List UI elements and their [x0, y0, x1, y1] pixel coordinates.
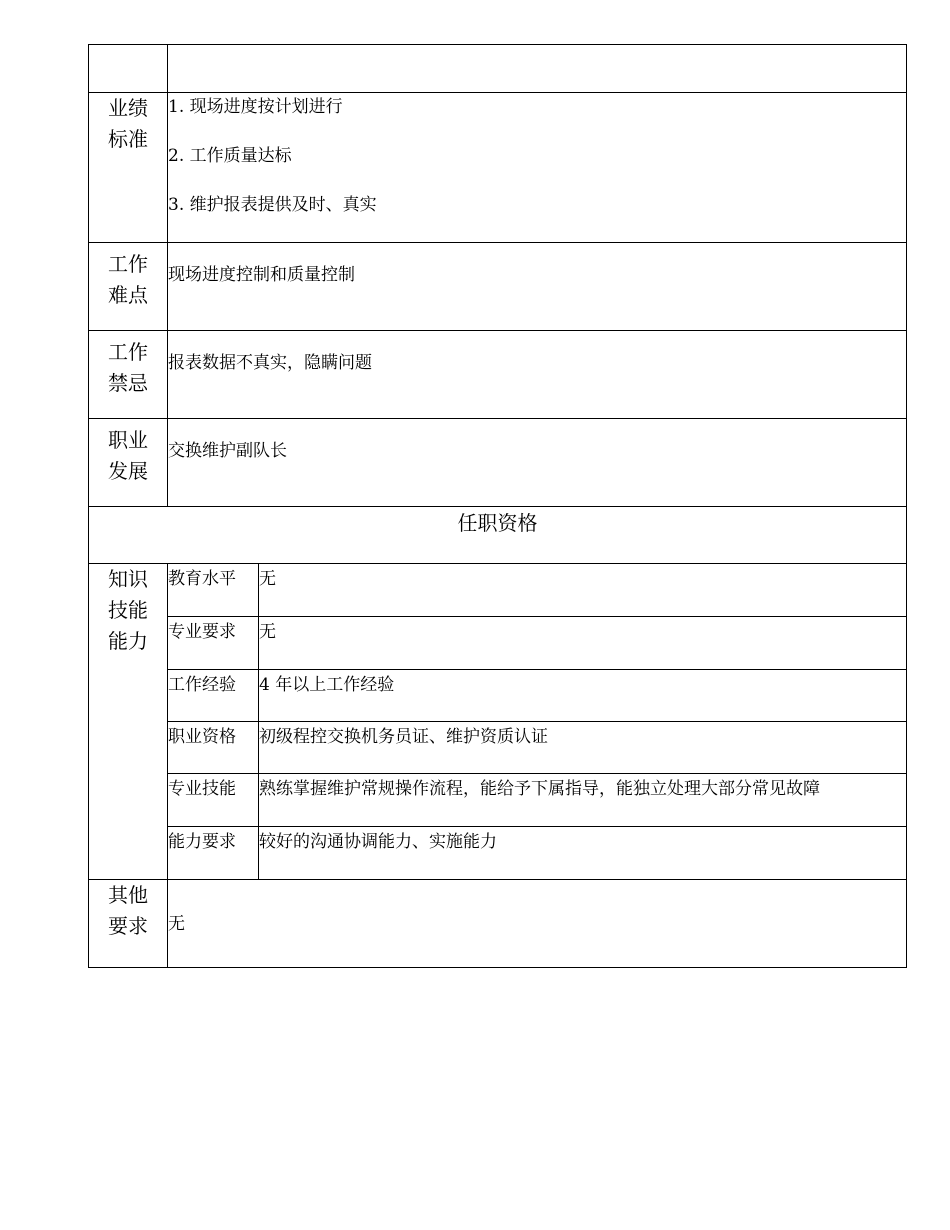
qualification-item-row — [89, 617, 907, 670]
performance-item: 1. 现场进度按计划进行 — [168, 97, 343, 117]
difficulty-label — [89, 243, 168, 331]
group-label-line: 技能 — [108, 598, 148, 622]
blank-content-cell — [168, 45, 907, 93]
qualification-item-label: 专业要求 — [168, 617, 259, 670]
job-description-table — [88, 44, 907, 968]
group-label-line: 能力 — [108, 629, 148, 653]
career-row — [89, 419, 907, 507]
performance-row — [89, 93, 907, 243]
blank-label-cell — [89, 45, 168, 93]
qualification-item-value: 初级程控交换机务员证、维护资质认证 — [259, 722, 907, 774]
taboo-label — [89, 331, 168, 419]
qualification-item-row — [89, 722, 907, 774]
career-text: 交换维护副队长 — [168, 441, 287, 461]
qualification-item-value: 熟练掌握维护常规操作流程，能给予下属指导，能独立处理大部分常见故障 — [259, 774, 907, 827]
difficulty-label-line1: 工作 — [108, 252, 148, 276]
career-label-line1: 职业 — [108, 428, 148, 452]
difficulty-text: 现场进度控制和质量控制 — [168, 265, 355, 285]
performance-item: 3. 维护报表提供及时、真实 — [168, 195, 377, 215]
qualification-item-row — [89, 774, 907, 827]
qualification-item-row — [89, 564, 907, 617]
career-label — [89, 419, 168, 507]
blank-row — [89, 45, 907, 93]
other-row — [89, 880, 907, 968]
taboo-label-line2: 禁忌 — [108, 371, 148, 395]
difficulty-row — [89, 243, 907, 331]
performance-content — [168, 93, 907, 243]
qualification-title: 任职资格 — [89, 507, 907, 564]
career-content — [168, 419, 907, 507]
taboo-text: 报表数据不真实，隐瞒问题 — [168, 353, 372, 373]
qualification-item-label: 能力要求 — [168, 827, 259, 880]
qualification-item-label: 专业技能 — [168, 774, 259, 827]
performance-label-line1: 业绩 — [108, 96, 148, 120]
taboo-label-line1: 工作 — [108, 340, 148, 364]
qualification-item-row — [89, 670, 907, 722]
performance-label-line2: 标准 — [108, 127, 148, 151]
other-label-line1: 其他 — [108, 883, 148, 907]
qualification-group-label — [89, 564, 168, 880]
other-label — [89, 880, 168, 968]
qualification-item-value: 无 — [259, 564, 907, 617]
qualification-item-label: 职业资格 — [168, 722, 259, 774]
qualification-item-value: 较好的沟通协调能力、实施能力 — [259, 827, 907, 880]
qualification-item-row — [89, 827, 907, 880]
qualification-item-label: 工作经验 — [168, 670, 259, 722]
career-label-line2: 发展 — [108, 459, 148, 483]
difficulty-content — [168, 243, 907, 331]
taboo-content — [168, 331, 907, 419]
other-label-line2: 要求 — [108, 914, 148, 938]
performance-label — [89, 93, 168, 243]
qualification-item-label: 教育水平 — [168, 564, 259, 617]
other-text: 无 — [168, 913, 185, 934]
group-label-line: 知识 — [108, 567, 148, 591]
difficulty-label-line2: 难点 — [108, 283, 148, 307]
qualification-item-value: 无 — [259, 617, 907, 670]
qualification-item-value: 4 年以上工作经验 — [259, 670, 907, 722]
performance-item: 2. 工作质量达标 — [168, 146, 292, 166]
other-content — [168, 880, 907, 968]
taboo-row — [89, 331, 907, 419]
qualification-header-row — [89, 507, 907, 564]
